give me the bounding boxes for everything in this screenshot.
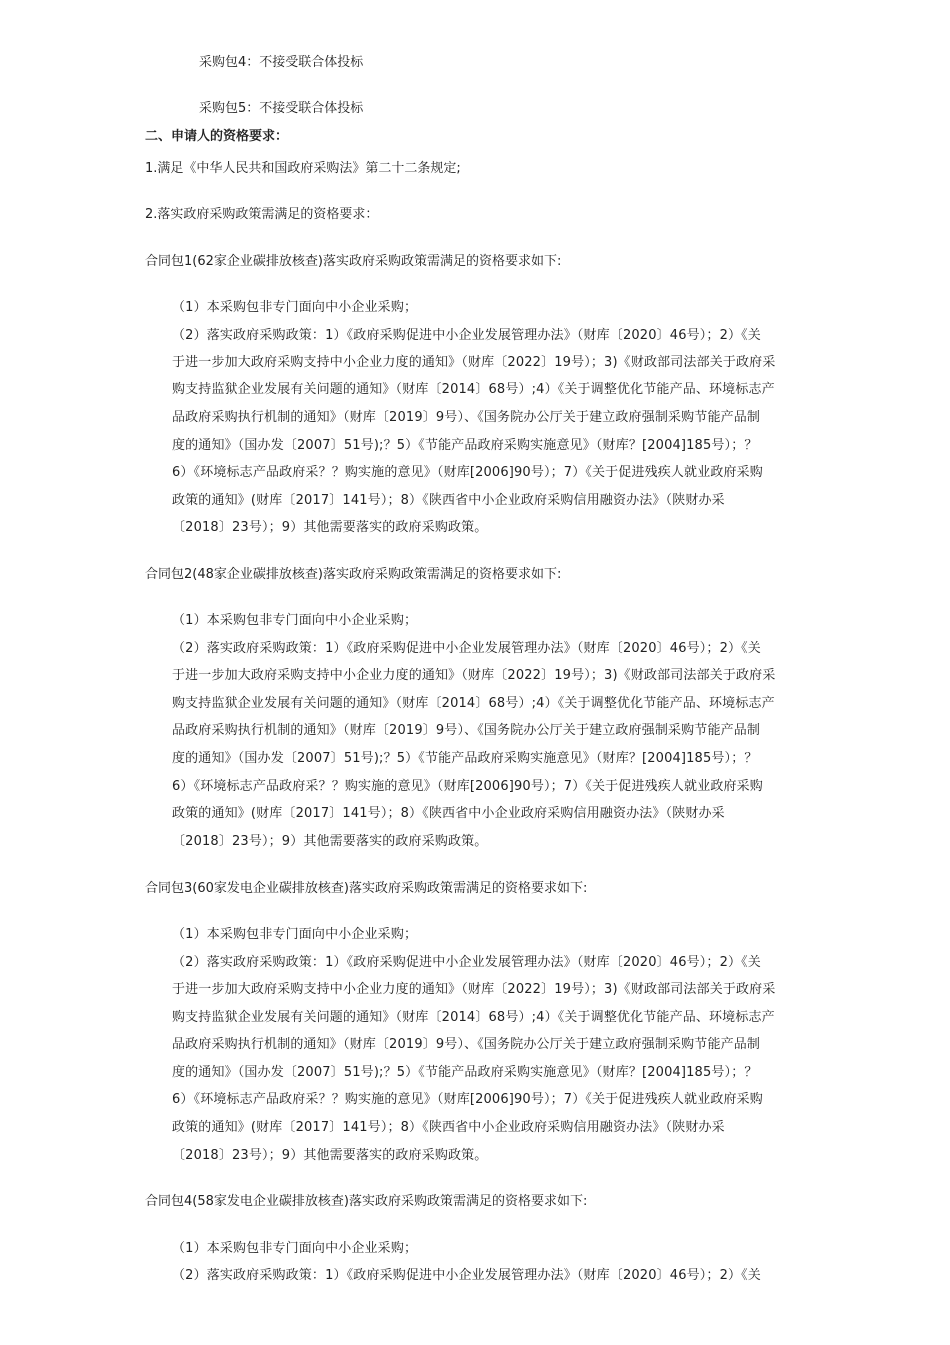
contract-1-line: 品政府采购执行机制的通知》（财库〔2019〕9号）、《国务院办公厅关于建立政府强制采购节能产品制	[172, 410, 761, 425]
contract-3-line: 度的通知》（国办发〔2007〕51号);？5）《节能产品政府采购实施意见》（财库？[2004]185号）；？	[172, 1065, 758, 1080]
contract-2-line: 政策的通知》(财库〔2017〕141号）；8）《陕西省中小企业政府采购信用融资办法》（陕财办采	[172, 806, 725, 821]
contract-2-line: （2）落实政府采购政策：1）《政府采购促进中小企业发展管理办法》（财库〔2020〕46号）；2）《关	[172, 641, 761, 656]
contract-2-item-1: （1）本采购包非专门面向中小企业采购；	[172, 613, 418, 628]
contract-3-line: 〔2018〕23号）；9）其他需要落实的政府采购政策。	[172, 1148, 488, 1163]
contract-3-title: 合同包3(60家发电企业碳排放核查)落实政府采购政策需满足的资格要求如下:	[145, 881, 588, 896]
contract-2-line: 6）《环境标志产品政府采？？购实施的意见》（财库[2006]90号）；7）《关于促进残疾人就业政府采购	[172, 779, 763, 794]
requirement-1: 1.满足《中华人民共和国政府采购法》第二十二条规定;	[145, 161, 461, 176]
contract-2-title: 合同包2(48家企业碳排放核查)落实政府采购政策需满足的资格要求如下:	[145, 567, 562, 582]
contract-1-line: 度的通知》（国办发〔2007〕51号);？5）《节能产品政府采购实施意见》（财库？[2004]185号）；？	[172, 438, 758, 453]
contract-1-line: （2）落实政府采购政策：1）《政府采购促进中小企业发展管理办法》（财库〔2020〕46号）；2）《关	[172, 328, 761, 343]
contract-1-line: 政策的通知》(财库〔2017〕141号）；8）《陕西省中小企业政府采购信用融资办法》（陕财办采	[172, 493, 725, 508]
contract-3-line: （2）落实政府采购政策：1）《政府采购促进中小企业发展管理办法》（财库〔2020〕46号）；2）《关	[172, 955, 761, 970]
contract-4-title: 合同包4(58家发电企业碳排放核查)落实政府采购政策需满足的资格要求如下:	[145, 1194, 588, 1209]
contract-3-item-1: （1）本采购包非专门面向中小企业采购；	[172, 927, 418, 942]
contract-3-line: 购支持监狱企业发展有关问题的通知》（财库〔2014〕68号）;4）《关于调整优化节能产品、环境标志产	[172, 1010, 775, 1025]
contract-4-line: （2）落实政府采购政策：1）《政府采购促进中小企业发展管理办法》（财库〔2020〕46号）；2）《关	[172, 1268, 761, 1283]
contract-1-line: 〔2018〕23号）；9）其他需要落实的政府采购政策。	[172, 520, 488, 535]
section-heading: 二、申请人的资格要求：	[145, 129, 289, 144]
contract-1-item-1: （1）本采购包非专门面向中小企业采购；	[172, 300, 418, 315]
contract-3-line: 6）《环境标志产品政府采？？购实施的意见》（财库[2006]90号）；7）《关于促进残疾人就业政府采购	[172, 1092, 763, 1107]
contract-1-line: 购支持监狱企业发展有关问题的通知》（财库〔2014〕68号）;4）《关于调整优化节能产品、环境标志产	[172, 382, 775, 397]
contract-3-line: 品政府采购执行机制的通知》（财库〔2019〕9号）、《国务院办公厅关于建立政府强制采购节能产品制	[172, 1037, 761, 1052]
contract-1-title: 合同包1(62家企业碳排放核查)落实政府采购政策需满足的资格要求如下:	[145, 254, 562, 269]
contract-2-line: 于进一步加大政府采购支持中小企业力度的通知》（财库〔2022〕19号）；3)《财政部司法部关于政府采	[172, 668, 776, 683]
contract-3-line: 政策的通知》(财库〔2017〕141号）；8）《陕西省中小企业政府采购信用融资办法》（陕财办采	[172, 1120, 725, 1135]
contract-2-line: 度的通知》（国办发〔2007〕51号);？5）《节能产品政府采购实施意见》（财库？[2004]185号）；？	[172, 751, 758, 766]
contract-2-line: 品政府采购执行机制的通知》（财库〔2019〕9号）、《国务院办公厅关于建立政府强制采购节能产品制	[172, 723, 761, 738]
contract-3-line: 于进一步加大政府采购支持中小企业力度的通知》（财库〔2022〕19号）；3)《财政部司法部关于政府采	[172, 982, 776, 997]
purchase-package-4-note: 采购包4：不接受联合体投标	[199, 55, 364, 70]
contract-1-line: 6）《环境标志产品政府采？？购实施的意见》（财库[2006]90号）；7）《关于促进残疾人就业政府采购	[172, 465, 763, 480]
contract-2-line: 〔2018〕23号）；9）其他需要落实的政府采购政策。	[172, 834, 488, 849]
contract-1-line: 于进一步加大政府采购支持中小企业力度的通知》（财库〔2022〕19号）；3)《财政部司法部关于政府采	[172, 355, 776, 370]
contract-4-item-1: （1）本采购包非专门面向中小企业采购；	[172, 1241, 418, 1256]
contract-2-line: 购支持监狱企业发展有关问题的通知》（财库〔2014〕68号）;4）《关于调整优化节能产品、环境标志产	[172, 696, 775, 711]
purchase-package-5-note: 采购包5：不接受联合体投标	[199, 101, 364, 116]
requirement-2: 2.落实政府采购政策需满足的资格要求：	[145, 207, 379, 222]
